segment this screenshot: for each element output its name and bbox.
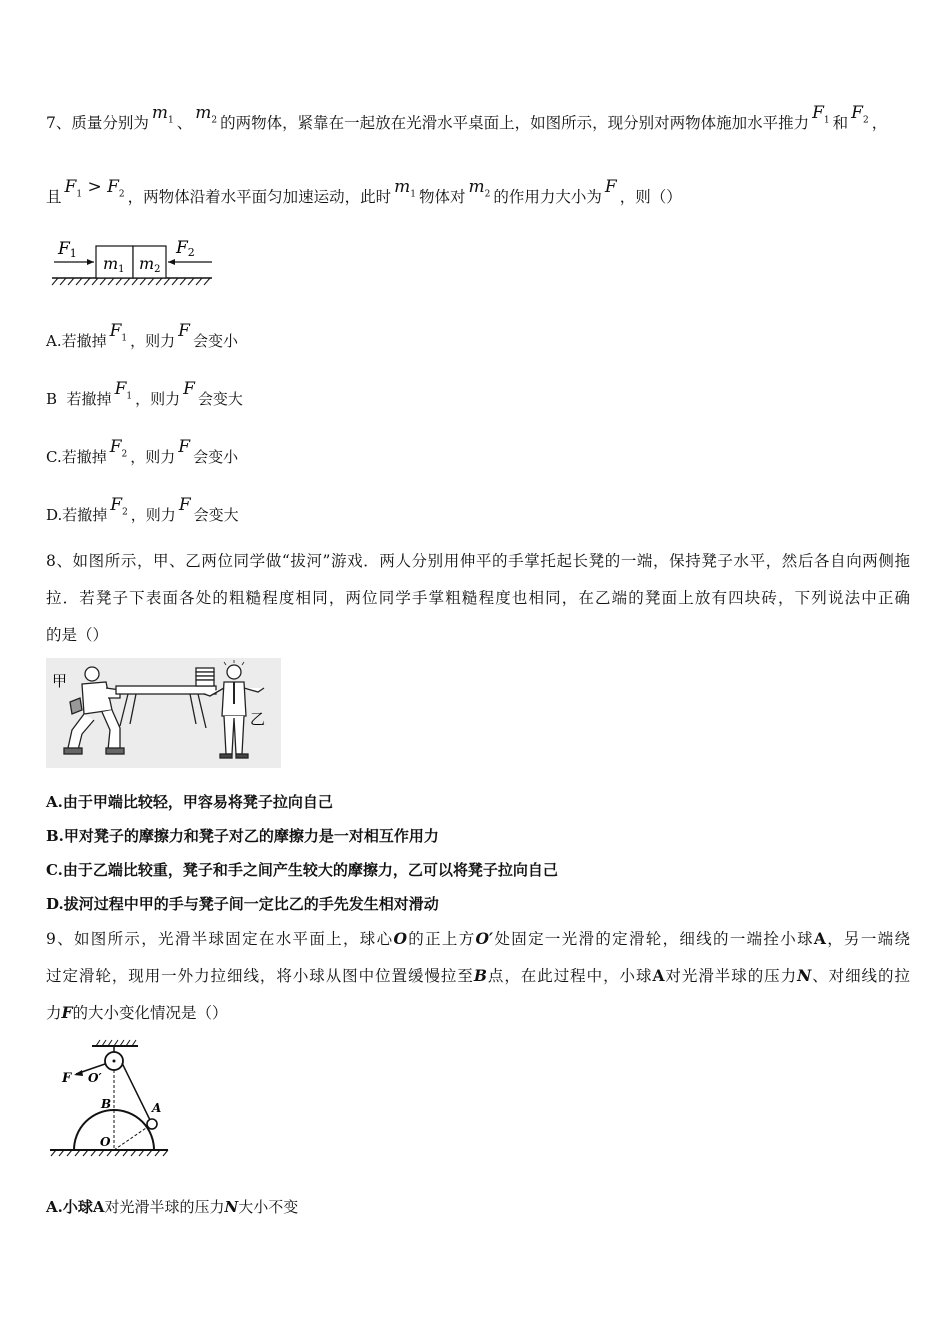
text: C.若撤掉 — [46, 448, 107, 466]
math-A: A — [92, 1198, 105, 1216]
fig-label-m2: m2 — [139, 254, 161, 275]
text: 力 — [46, 1004, 62, 1022]
text: ，则力 — [130, 448, 176, 466]
subscript: 1 — [168, 115, 174, 126]
math-m2 — [195, 103, 218, 126]
subscript: 2 — [484, 189, 491, 200]
q8-figure-tug-of-war — [46, 658, 281, 768]
q7-stem-line1 — [46, 103, 910, 141]
text: F — [114, 379, 127, 399]
text: F — [64, 177, 77, 197]
text: F — [109, 321, 122, 341]
text: F — [109, 437, 122, 457]
subscript: 2 — [121, 449, 128, 460]
q7-option-c[interactable] — [46, 437, 910, 475]
subscript: 1 — [126, 391, 133, 402]
text: 9、如图所示，光滑半球固定在水平面上，球心 — [46, 930, 394, 948]
q7-option-b[interactable] — [46, 379, 910, 417]
text: 的大小变化情况是（） — [72, 1004, 228, 1022]
math-N: N — [797, 966, 812, 985]
math-F1 — [812, 103, 830, 126]
q8-stem-line2: 拉．若凳子下表面各处的粗糙程度相同，两位同学手掌粗糙程度也相同，在乙端的凳面上放有四块砖，下列说法中正确 — [46, 589, 910, 607]
math-F2 — [851, 103, 869, 126]
text: 大小不变 — [238, 1198, 299, 1216]
subscript: 1 — [410, 189, 417, 200]
text: 且 — [46, 188, 62, 206]
fig-label-F1: F1 — [58, 239, 77, 260]
math-F — [178, 437, 190, 457]
text: F — [178, 437, 191, 457]
subscript: 2 — [118, 189, 125, 200]
fig-label-F2: F2 — [176, 238, 195, 259]
subscript: 2 — [862, 115, 869, 126]
text: 过定滑轮，现用一外力拉细线，将小球从图中位置缓慢拉至 — [46, 967, 474, 985]
text: 会变大 — [193, 506, 239, 524]
math-O-prime: O′ — [475, 929, 494, 948]
q7-option-d[interactable] — [46, 495, 910, 533]
text: m — [195, 103, 212, 123]
text: 的作用力大小为 — [493, 188, 602, 206]
math-F — [178, 321, 190, 341]
subscript: 1 — [76, 189, 83, 200]
q8-stem-line3: 的是（） — [46, 626, 109, 644]
text: A.小球 — [46, 1198, 93, 1216]
text: 会变小 — [192, 332, 238, 350]
q7-figure-blocks — [46, 232, 221, 292]
math-F2 — [110, 495, 128, 518]
fig-label-F: F — [62, 1071, 72, 1086]
text: 处固定一光滑的定滑轮，细线的一端拴小球 — [493, 930, 814, 948]
subscript: 2 — [211, 115, 218, 126]
math-N: N — [224, 1198, 239, 1216]
text: F — [604, 177, 617, 197]
q7-option-a[interactable] — [46, 321, 910, 359]
text: m — [394, 177, 411, 197]
text: m — [151, 103, 168, 123]
fig-label-O: O — [100, 1135, 111, 1149]
text: 对光滑半球的压力 — [104, 1198, 225, 1216]
text: F — [178, 495, 191, 515]
text: ， — [871, 114, 888, 132]
subscript: 1 — [121, 333, 128, 344]
text: ，两物体沿着水平面匀加速运动，此时 — [127, 188, 392, 206]
subscript: 1 — [823, 115, 830, 126]
text: 点，在此过程中，小球 — [486, 967, 653, 985]
fig-label-yi: 乙 — [250, 710, 266, 728]
text: 会变大 — [197, 390, 243, 408]
q7-stem-line2 — [46, 177, 910, 215]
math-m1 — [151, 103, 174, 126]
text: A.若撤掉 — [46, 332, 107, 350]
text: F — [110, 495, 123, 515]
q8-option-d[interactable]: D.拔河过程中甲的手与凳子间一定比乙的手先发生相对滑动 — [46, 895, 439, 913]
math-B: B — [473, 966, 487, 985]
q8-option-a[interactable]: A.由于甲端比较轻，甲容易将凳子拉向自己 — [46, 793, 333, 811]
text: F — [812, 103, 824, 123]
text: F — [851, 103, 863, 123]
text: 和 — [832, 114, 849, 132]
text: F — [107, 177, 119, 197]
fig-label-m1: m1 — [103, 254, 125, 275]
text: ，则力 — [130, 332, 176, 350]
text: 的正上方 — [406, 930, 476, 948]
text: 物体对 — [419, 188, 466, 206]
q9-stem-line3 — [46, 1002, 910, 1024]
math-F — [179, 495, 191, 515]
fig-label-A: A — [152, 1101, 162, 1115]
text: > — [87, 177, 102, 197]
math-A: A — [813, 929, 826, 948]
math-m2 — [468, 177, 491, 200]
math-F — [605, 177, 617, 197]
q9-option-a[interactable] — [46, 1196, 910, 1218]
text: 、 — [176, 114, 193, 132]
math-m1 — [394, 177, 417, 200]
q9-figure-hemisphere-pulley — [46, 1038, 176, 1163]
math-F — [183, 379, 195, 399]
math-F1 — [114, 379, 133, 402]
text: B 若撤掉 — [46, 390, 112, 408]
text: 的两物体，紧靠在一起放在光滑水平桌面上，如图所示，现分别对两物体施加水平推力 — [220, 114, 810, 132]
text: F — [183, 379, 195, 399]
math-F1 — [109, 321, 128, 344]
text: 会变小 — [193, 448, 239, 466]
q9-stem-line1 — [46, 928, 910, 950]
math-A: A — [652, 966, 665, 985]
q8-option-c[interactable]: C.由于乙端比较重，凳子和手之间产生较大的摩擦力，乙可以将凳子拉向自己 — [46, 861, 558, 879]
text: ，则力 — [135, 390, 181, 408]
fig-label-jia: 甲 — [52, 672, 68, 690]
text: ，则力 — [130, 506, 176, 524]
q8-option-b[interactable]: B.甲对凳子的摩擦力和凳子对乙的摩擦力是一对相互作用力 — [46, 827, 439, 845]
text: F — [178, 321, 190, 341]
text: D.若撤掉 — [46, 506, 108, 524]
subscript: 2 — [122, 507, 128, 518]
text: ，另一端绕 — [825, 930, 910, 948]
math-F1 — [64, 177, 125, 200]
math-F: F — [61, 1003, 73, 1022]
text: 、对细线的拉 — [811, 967, 910, 985]
q8-stem-line1: 8、如图所示，甲、乙两位同学做“拔河”游戏．两人分别用伸平的手掌托起长凳的一端，保持凳子水平，然后各自向两侧拖 — [46, 552, 910, 570]
q9-stem-line2 — [46, 965, 910, 987]
text: ，则（） — [619, 188, 682, 206]
fig-label-B: B — [101, 1097, 112, 1111]
text: m — [468, 177, 485, 197]
fig-label-O-prime: O′ — [88, 1071, 102, 1085]
text: 7、质量分别为 — [46, 114, 149, 132]
text: 对光滑半球的压力 — [664, 967, 798, 985]
math-F2 — [109, 437, 128, 460]
math-O: O — [393, 929, 407, 948]
